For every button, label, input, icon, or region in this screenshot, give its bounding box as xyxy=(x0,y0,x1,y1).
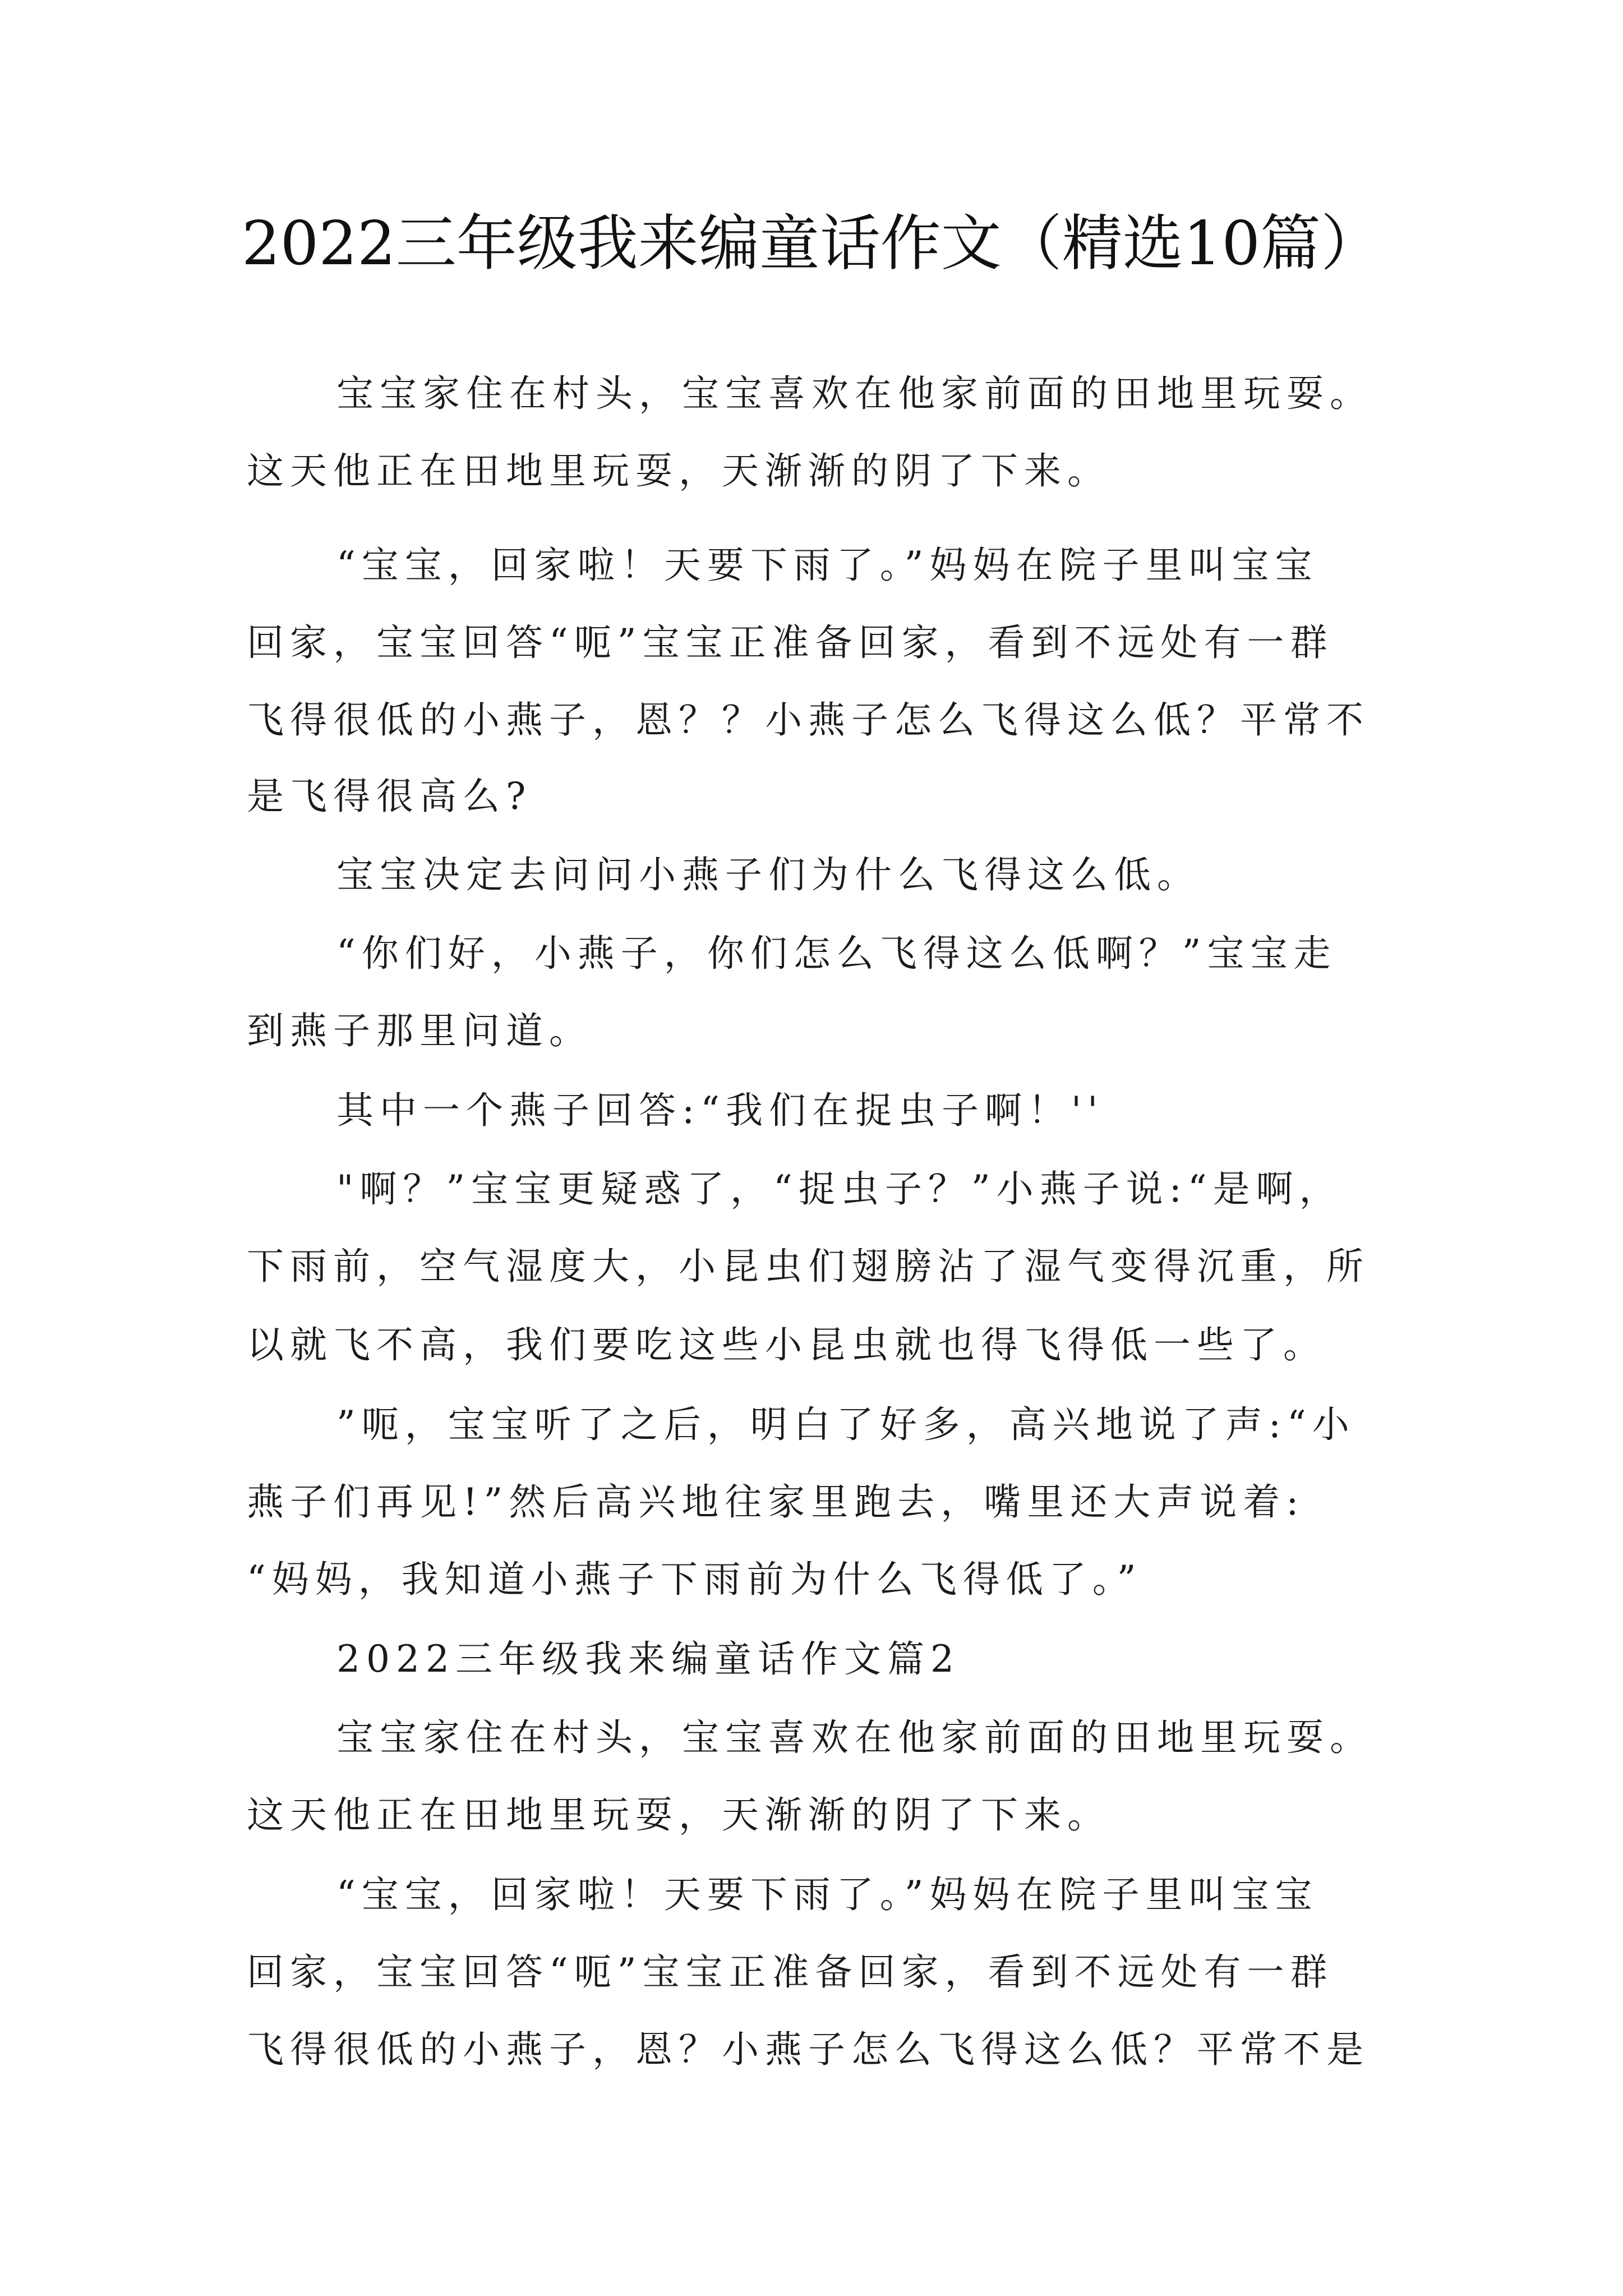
text-line: “宝宝，回家啦！天要下雨了。”妈妈在院子里叫宝宝 xyxy=(336,544,1318,587)
text-line: “宝宝，回家啦！天要下雨了。”妈妈在院子里叫宝宝 xyxy=(336,1873,1318,1916)
text-line: 回家，宝宝回答“呃”宝宝正准备回家，看到不远处有一群 xyxy=(247,621,1334,664)
text-line: “妈妈，我知道小燕子下雨前为什么飞得低了。” xyxy=(247,1558,1142,1601)
text-line: 燕子们再见!”然后高兴地往家里跑去，嘴里还大声说着: xyxy=(247,1480,1305,1524)
text-line: 以就飞不高，我们要吃这些小昆虫就也得飞得低一些了。 xyxy=(247,1323,1326,1366)
text-line: 下雨前，空气湿度大，小昆虫们翅膀沾了湿气变得沉重，所 xyxy=(247,1245,1370,1288)
text-line: 到燕子那里问道。 xyxy=(247,1009,592,1052)
text-line: 宝宝决定去问问小燕子们为什么飞得这么低。 xyxy=(336,853,1200,896)
text-line: 这天他正在田地里玩耍，天渐渐的阴了下来。 xyxy=(247,449,1110,493)
text-line: 宝宝家住在村头，宝宝喜欢在他家前面的田地里玩耍。 xyxy=(336,372,1373,415)
text-line: 回家，宝宝回答“呃”宝宝正准备回家，看到不远处有一群 xyxy=(247,1950,1334,1994)
text-line: 飞得很低的小燕子，恩？？小燕子怎么飞得这么低？平常不 xyxy=(247,698,1370,742)
text-line: 是飞得很高么? xyxy=(247,775,532,818)
text-line: "啊？”宝宝更疑惑了，“捉虫子？”小燕子说:“是啊， xyxy=(336,1167,1343,1211)
text-line: 这天他正在田地里玩耍，天渐渐的阴了下来。 xyxy=(247,1793,1110,1837)
section-heading: 2022三年级我来编童话作文篇2 xyxy=(336,1637,960,1681)
text-line: 飞得很低的小燕子，恩？小燕子怎么飞得这么低？平常不是 xyxy=(247,2028,1370,2071)
text-line: ”呃，宝宝听了之后，明白了好多，高兴地说了声:“小 xyxy=(336,1403,1355,1446)
text-line: “你们好，小燕子，你们怎么飞得这么低啊？”宝宝走 xyxy=(336,932,1337,975)
text-line: 其中一个燕子回答:“我们在捉虫子啊！'' xyxy=(336,1089,1104,1132)
document-title: 2022三年级我来编童话作文（精选10篇） xyxy=(241,209,1382,279)
text-line: 宝宝家住在村头，宝宝喜欢在他家前面的田地里玩耍。 xyxy=(336,1716,1373,1759)
